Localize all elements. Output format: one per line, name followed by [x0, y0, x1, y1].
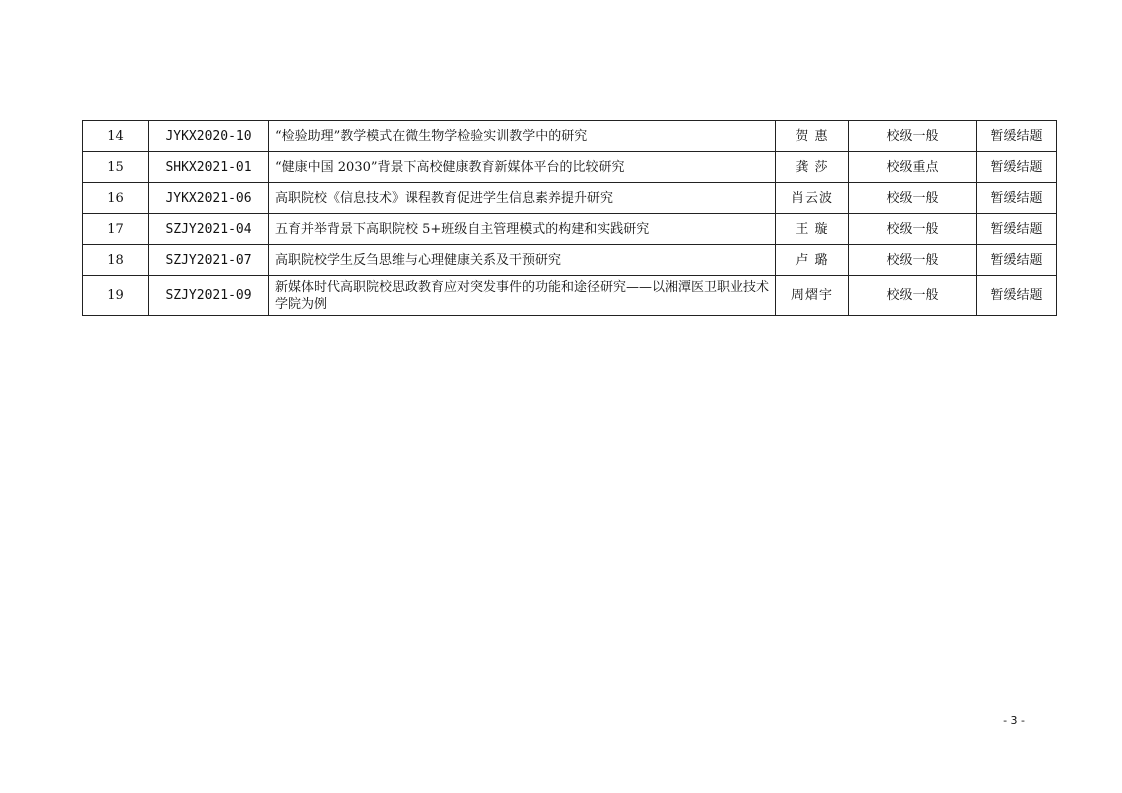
project-level: 校级一般 — [849, 183, 977, 214]
project-result: 暂缓结题 — [977, 214, 1057, 245]
project-title: “健康中国 2030”背景下高校健康教育新媒体平台的比较研究 — [269, 152, 776, 183]
row-number: 15 — [83, 152, 149, 183]
table-row — [83, 152, 1057, 183]
table-row — [83, 183, 1057, 214]
project-code: SZJY2021-07 — [149, 245, 269, 276]
table-row — [83, 121, 1057, 152]
row-number: 16 — [83, 183, 149, 214]
project-level: 校级一般 — [849, 121, 977, 152]
project-result: 暂缓结题 — [977, 121, 1057, 152]
project-title: 新媒体时代高职院校思政教育应对突发事件的功能和途径研究——以湘潭医卫职业技术学院为例 — [269, 276, 776, 316]
project-level: 校级一般 — [849, 276, 977, 316]
project-result: 暂缓结题 — [977, 152, 1057, 183]
project-level: 校级重点 — [849, 152, 977, 183]
page-number: - 3 - — [1003, 714, 1025, 727]
project-result: 暂缓结题 — [977, 245, 1057, 276]
project-code: JYKX2020-10 — [149, 121, 269, 152]
project-title: “检验助理”教学模式在微生物学检验实训教学中的研究 — [269, 121, 776, 152]
project-code: JYKX2021-06 — [149, 183, 269, 214]
project-leader: 周熠宇 — [776, 276, 849, 316]
project-result: 暂缓结题 — [977, 183, 1057, 214]
project-title: 高职院校《信息技术》课程教育促进学生信息素养提升研究 — [269, 183, 776, 214]
project-leader: 贺 惠 — [776, 121, 849, 152]
table-row — [83, 214, 1057, 245]
project-level: 校级一般 — [849, 214, 977, 245]
row-number: 17 — [83, 214, 149, 245]
project-title: 五育并举背景下高职院校 5+班级自主管理模式的构建和实践研究 — [269, 214, 776, 245]
row-number: 14 — [83, 121, 149, 152]
project-leader: 王 璇 — [776, 214, 849, 245]
project-leader: 肖云波 — [776, 183, 849, 214]
project-result: 暂缓结题 — [977, 276, 1057, 316]
table-row — [83, 245, 1057, 276]
project-leader: 龚 莎 — [776, 152, 849, 183]
project-level: 校级一般 — [849, 245, 977, 276]
project-results-table — [82, 120, 1057, 316]
project-leader: 卢 璐 — [776, 245, 849, 276]
project-code: SZJY2021-09 — [149, 276, 269, 316]
row-number: 18 — [83, 245, 149, 276]
table-row — [83, 276, 1057, 316]
project-code: SZJY2021-04 — [149, 214, 269, 245]
project-title: 高职院校学生反刍思维与心理健康关系及干预研究 — [269, 245, 776, 276]
project-code: SHKX2021-01 — [149, 152, 269, 183]
row-number: 19 — [83, 276, 149, 316]
